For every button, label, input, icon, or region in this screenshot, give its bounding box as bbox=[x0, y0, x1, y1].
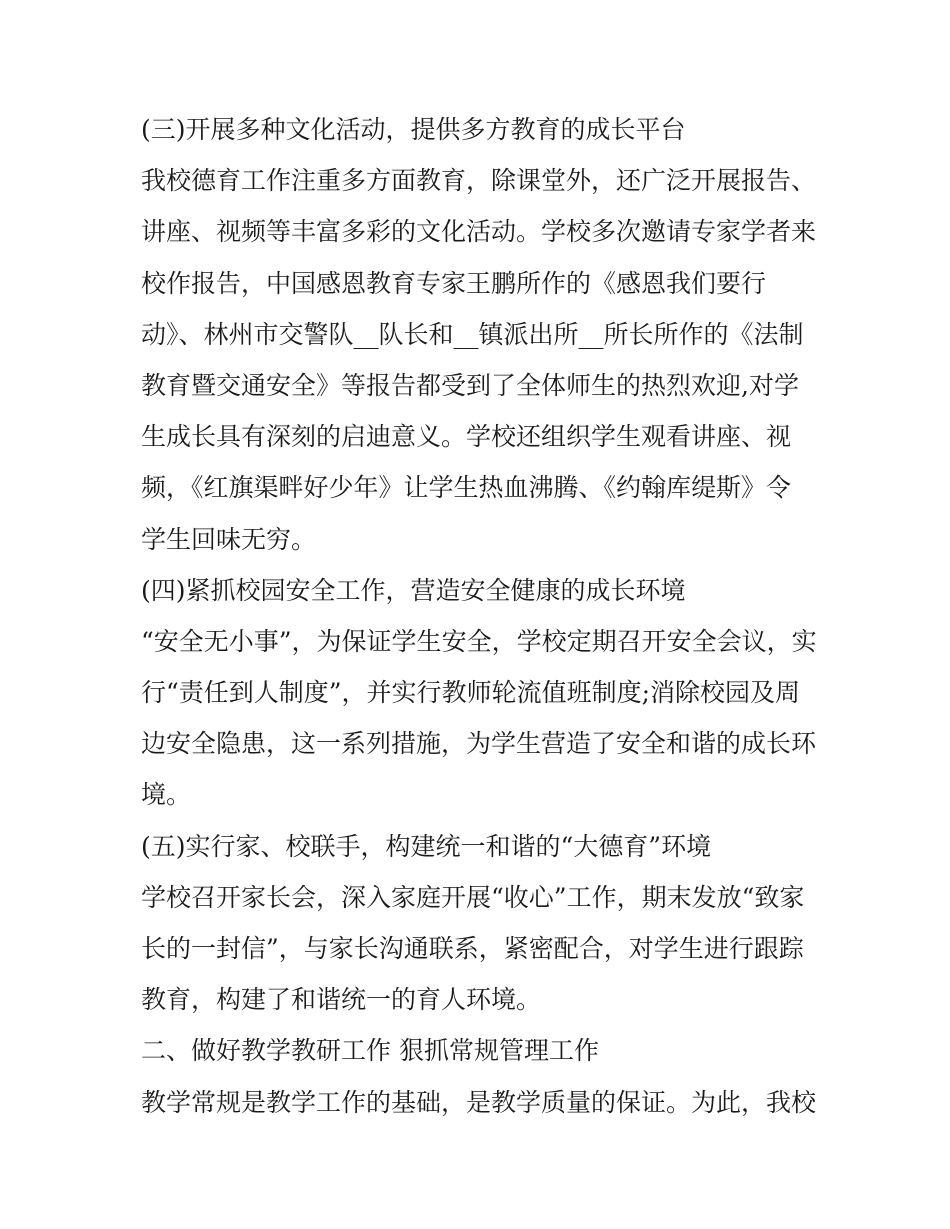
paragraph-line: 校作报告，中国感恩教育专家王鹏所作的《感恩我们要行 bbox=[141, 268, 767, 298]
paragraph-line: 动》、林州市交警队__队长和__镇派出所__所长所作的《法制 bbox=[141, 319, 804, 349]
heading-part-2: 二、做好教学教研工作 狠抓常规管理工作 bbox=[141, 1036, 599, 1066]
paragraph-line: 行“责任到人制度”，并实行教师轮流值班制度;消除校园及周 bbox=[141, 678, 800, 708]
paragraph-line: 讲座、视频等丰富多彩的文化活动。学校多次邀请专家学者来 bbox=[141, 217, 817, 247]
heading-section-3: (三)开展多种文化活动，提供多方教育的成长平台 bbox=[141, 115, 686, 144]
paragraph-line: 境。 bbox=[141, 780, 192, 810]
document-body bbox=[141, 104, 831, 1128]
paragraph-line: 边安全隐患，这一系列措施，为学生营造了安全和谐的成长环 bbox=[141, 729, 817, 759]
paragraph-line: 我校德育工作注重多方面教育，除课堂外，还广泛开展报告、 bbox=[141, 166, 817, 196]
paragraph-line: 教育暨交通安全》等报告都受到了全体师生的热烈欢迎,对学 bbox=[141, 370, 799, 400]
paragraph-line: 学校召开家长会，深入家庭开展“收心”工作，期末发放“致家 bbox=[141, 882, 805, 912]
paragraph-line: 长的一封信”，与家长沟通联系，紧密配合，对学生进行跟踪 bbox=[141, 934, 804, 963]
paragraph-line: 频，《红旗渠畔好少年》让学生热血沸腾、《约翰库缇斯》令 bbox=[141, 473, 792, 503]
paragraph-line: 生成长具有深刻的启迪意义。学校还组织学生观看讲座、视 bbox=[141, 422, 792, 452]
paragraph-line: 学生回味无穷。 bbox=[141, 524, 317, 554]
heading-section-5: (五)实行家、校联手，构建统一和谐的“大德育”环境 bbox=[141, 831, 712, 861]
paragraph-line: 教学常规是教学工作的基础，是教学质量的保证。为此，我校 bbox=[141, 1087, 817, 1117]
paragraph-line: 教育，构建了和谐统一的育人环境。 bbox=[141, 985, 542, 1015]
heading-section-4: (四)紧抓校园安全工作，营造安全健康的成长环境 bbox=[141, 575, 686, 605]
paragraph-line: “安全无小事”，为保证学生安全，学校定期召开安全会议，实 bbox=[141, 626, 817, 656]
